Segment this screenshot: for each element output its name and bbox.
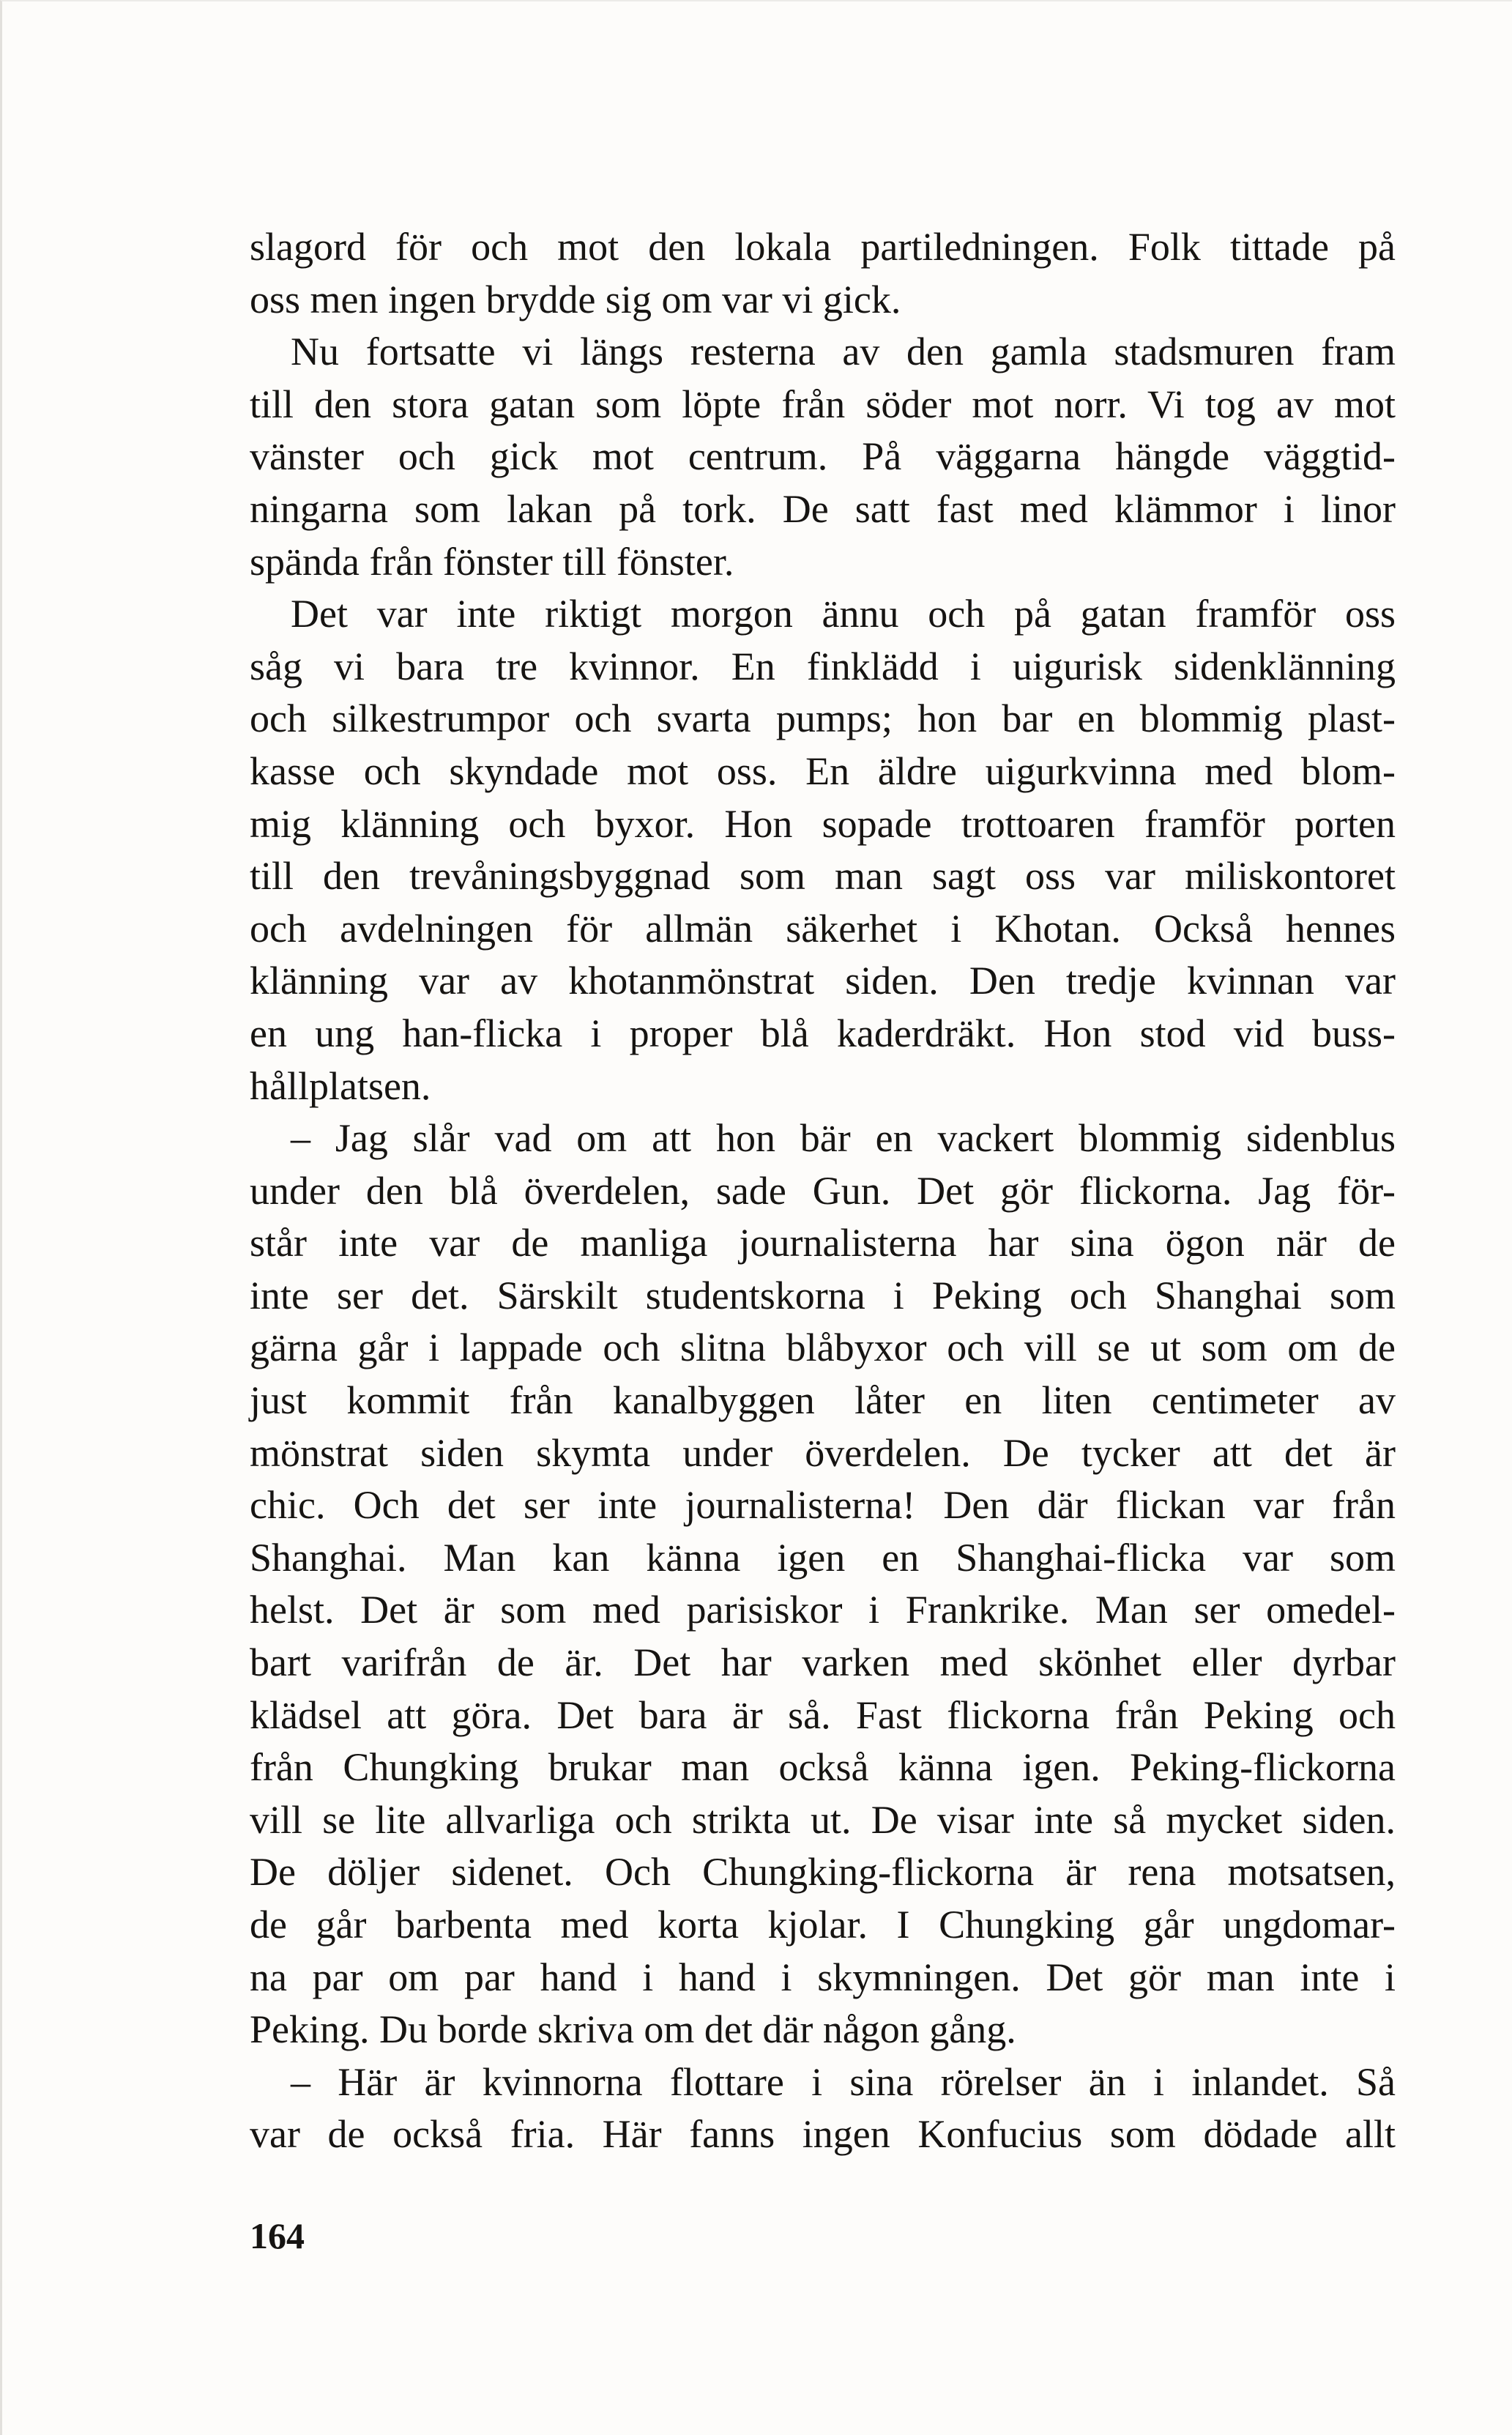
text-line: var de också fria. Här fanns ingen Konfucius som dödade allt bbox=[250, 2112, 1396, 2157]
text-line: De döljer sidenet. Och Chungking-flickorna är rena motsatsen, bbox=[250, 1850, 1396, 1895]
text-line: kasse och skyndade mot oss. En äldre uigurkvinna med blom- bbox=[250, 748, 1396, 793]
text-line: Peking. Du borde skriva om det där någon gång. bbox=[250, 2007, 1016, 2052]
paragraph bbox=[250, 588, 1396, 1112]
text-line: helst. Det är som med parisiskor i Frankrike. Man ser omedel- bbox=[250, 1588, 1396, 1632]
text-line: står inte var de manliga journalisterna har sina ögon när de bbox=[250, 1221, 1396, 1265]
page-number: 164 bbox=[250, 2215, 305, 2256]
paragraph bbox=[250, 1112, 1396, 2056]
text-line: just kommit från kanalbyggen låter en liten centimeter av bbox=[250, 1378, 1396, 1423]
text-line: och avdelningen för allmän säkerhet i Khotan. Också hennes bbox=[250, 906, 1396, 951]
text-line: oss men ingen brydde sig om var vi gick. bbox=[250, 277, 901, 321]
text-line: vänster och gick mot centrum. På väggarna hängde väggtid- bbox=[250, 434, 1396, 479]
text-line: under den blå överdelen, sade Gun. Det gör flickorna. Jag för- bbox=[250, 1168, 1396, 1213]
text-line: bart varifrån de är. Det har varken med skönhet eller dyrbar bbox=[250, 1640, 1396, 1685]
text-line: mönstrat siden skymta under överdelen. De tycker att det är bbox=[250, 1430, 1396, 1475]
text-line: till den trevåningsbyggnad som man sagt oss var miliskontoret bbox=[250, 854, 1396, 899]
text-line: mig klänning och byxor. Hon sopade trottoaren framför porten bbox=[250, 801, 1396, 846]
text-line: Nu fortsatte vi längs resterna av den gamla stadsmuren fram bbox=[291, 330, 1396, 374]
text-line: Shanghai. Man kan känna igen en Shanghai-flicka var som bbox=[250, 1535, 1396, 1580]
text-line: inte ser det. Särskilt studentskorna i Peking och Shanghai som bbox=[250, 1273, 1396, 1317]
text-line: en ung han-flicka i proper blå kaderdräkt. Hon stod vid buss- bbox=[250, 1011, 1396, 1055]
text-line: chic. Och det ser inte journalisterna! Den där flickan var från bbox=[250, 1483, 1396, 1528]
text-line: ningarna som lakan på tork. De satt fast med klämmor i linor bbox=[250, 486, 1396, 531]
text-line: de går barbenta med korta kjolar. I Chungking går ungdomar- bbox=[250, 1903, 1396, 1947]
text-line: vill se lite allvarliga och strikta ut. De visar inte så mycket siden. bbox=[250, 1797, 1396, 1842]
text-line: såg vi bara tre kvinnor. En finklädd i uigurisk sidenklänning bbox=[250, 644, 1396, 688]
paragraph bbox=[250, 221, 1396, 326]
text-line: klädsel att göra. Det bara är så. Fast flickorna från Peking och bbox=[250, 1692, 1396, 1737]
text-line: från Chungking brukar man också känna igen. Peking-flickorna bbox=[250, 1745, 1396, 1790]
text-line: och silkestrumpor och svarta pumps; hon bar en blommig plast- bbox=[250, 696, 1396, 741]
text-line: slagord för och mot den lokala partiledningen. Folk tittade på bbox=[250, 225, 1396, 269]
text-line: spända från fönster till fönster. bbox=[250, 539, 734, 584]
text-line: na par om par hand i hand i skymningen. Det gör man inte i bbox=[250, 1955, 1396, 1999]
body-text bbox=[250, 221, 1396, 2161]
text-line: gärna går i lappade och slitna blåbyxor och vill se ut som om de bbox=[250, 1326, 1396, 1370]
text-line: – Här är kvinnorna flottare i sina rörelser än i inlandet. Så bbox=[291, 2059, 1396, 2104]
paragraph bbox=[250, 2056, 1396, 2161]
text-line: klänning var av khotanmönstrat siden. Den tredje kvinnan var bbox=[250, 959, 1396, 1003]
paragraph bbox=[250, 326, 1396, 588]
text-line: Det var inte riktigt morgon ännu och på gatan framför oss bbox=[291, 592, 1396, 636]
text-line: – Jag slår vad om att hon bär en vackert blommig sidenblus bbox=[291, 1116, 1396, 1161]
text-line: till den stora gatan som löpte från söder mot norr. Vi tog av mot bbox=[250, 382, 1396, 426]
text-line: hållplatsen. bbox=[250, 1063, 431, 1108]
